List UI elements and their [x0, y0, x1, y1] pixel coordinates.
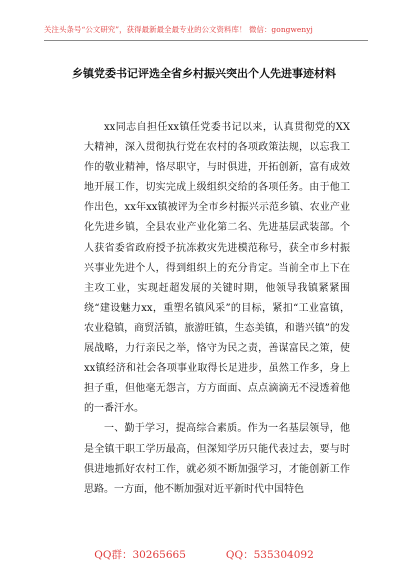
body-paragraph: xx同志自担任xx镇任党委书记以来，认真贯彻党的XX大精神，深入贯彻执行党在农村的各项政策法规，以忘我工作的敬业精神，恪尽职守，与时俱进，开拓创新，富有成效地开展工作，切实完成上级组织交给的各项任务。由于他工作出色，xx年xx镇被评为全市乡村振兴示范乡镇、农业产业化先进乡镇，全县农业产业化第二名、先进基层武装部。个人获省委省政府授予抗冻救灾先进模范称号，获全市乡村振兴事业先进个人，得到组织上的充分肯定。当前全市上下在主攻工业，实现赶超发展的关键时期，他领导我镇紧紧围绕“建设魅力xx，重塑名镇风采”的目标，紧扣“工业富镇，农业稳镇，商贸活镇，旅游旺镇，生态美镇，和谐兴镇”的发展战略，力行亲民之举，恪守为民之责，善谋富民之策，使xx镇经济和社会各项事业取得长足进步，虽然工作多，身上担子重，但他毫无怨言，方方面面、点点滴滴无不浸透着他的一番汗水。 [84, 122, 350, 415]
document-title: 乡镇党委书记评选全省乡村振兴突出个人先进事迹材料 [72, 67, 336, 80]
document-body [84, 118, 350, 500]
footer-contact [0, 547, 408, 562]
header-divider [44, 40, 368, 41]
footer-qq-group: QQ群：30265665 [94, 549, 186, 561]
header-notice: 关注头条号“公文研究”，获得最新最全最专业的公文资料库！ 微信：gongwenyj [44, 25, 313, 34]
footer-qq: QQ：535304092 [225, 549, 314, 561]
body-paragraph: 一、勤于学习，提高综合素质。作为一名基层领导，他是全镇干职工学历最高，但深知学历只能代表过去，要与时俱进地抓好农村工作，就必须不断加强学习，才能创新工作思路。一方面，他不断加强对近平新时代中国特色 [84, 423, 350, 495]
